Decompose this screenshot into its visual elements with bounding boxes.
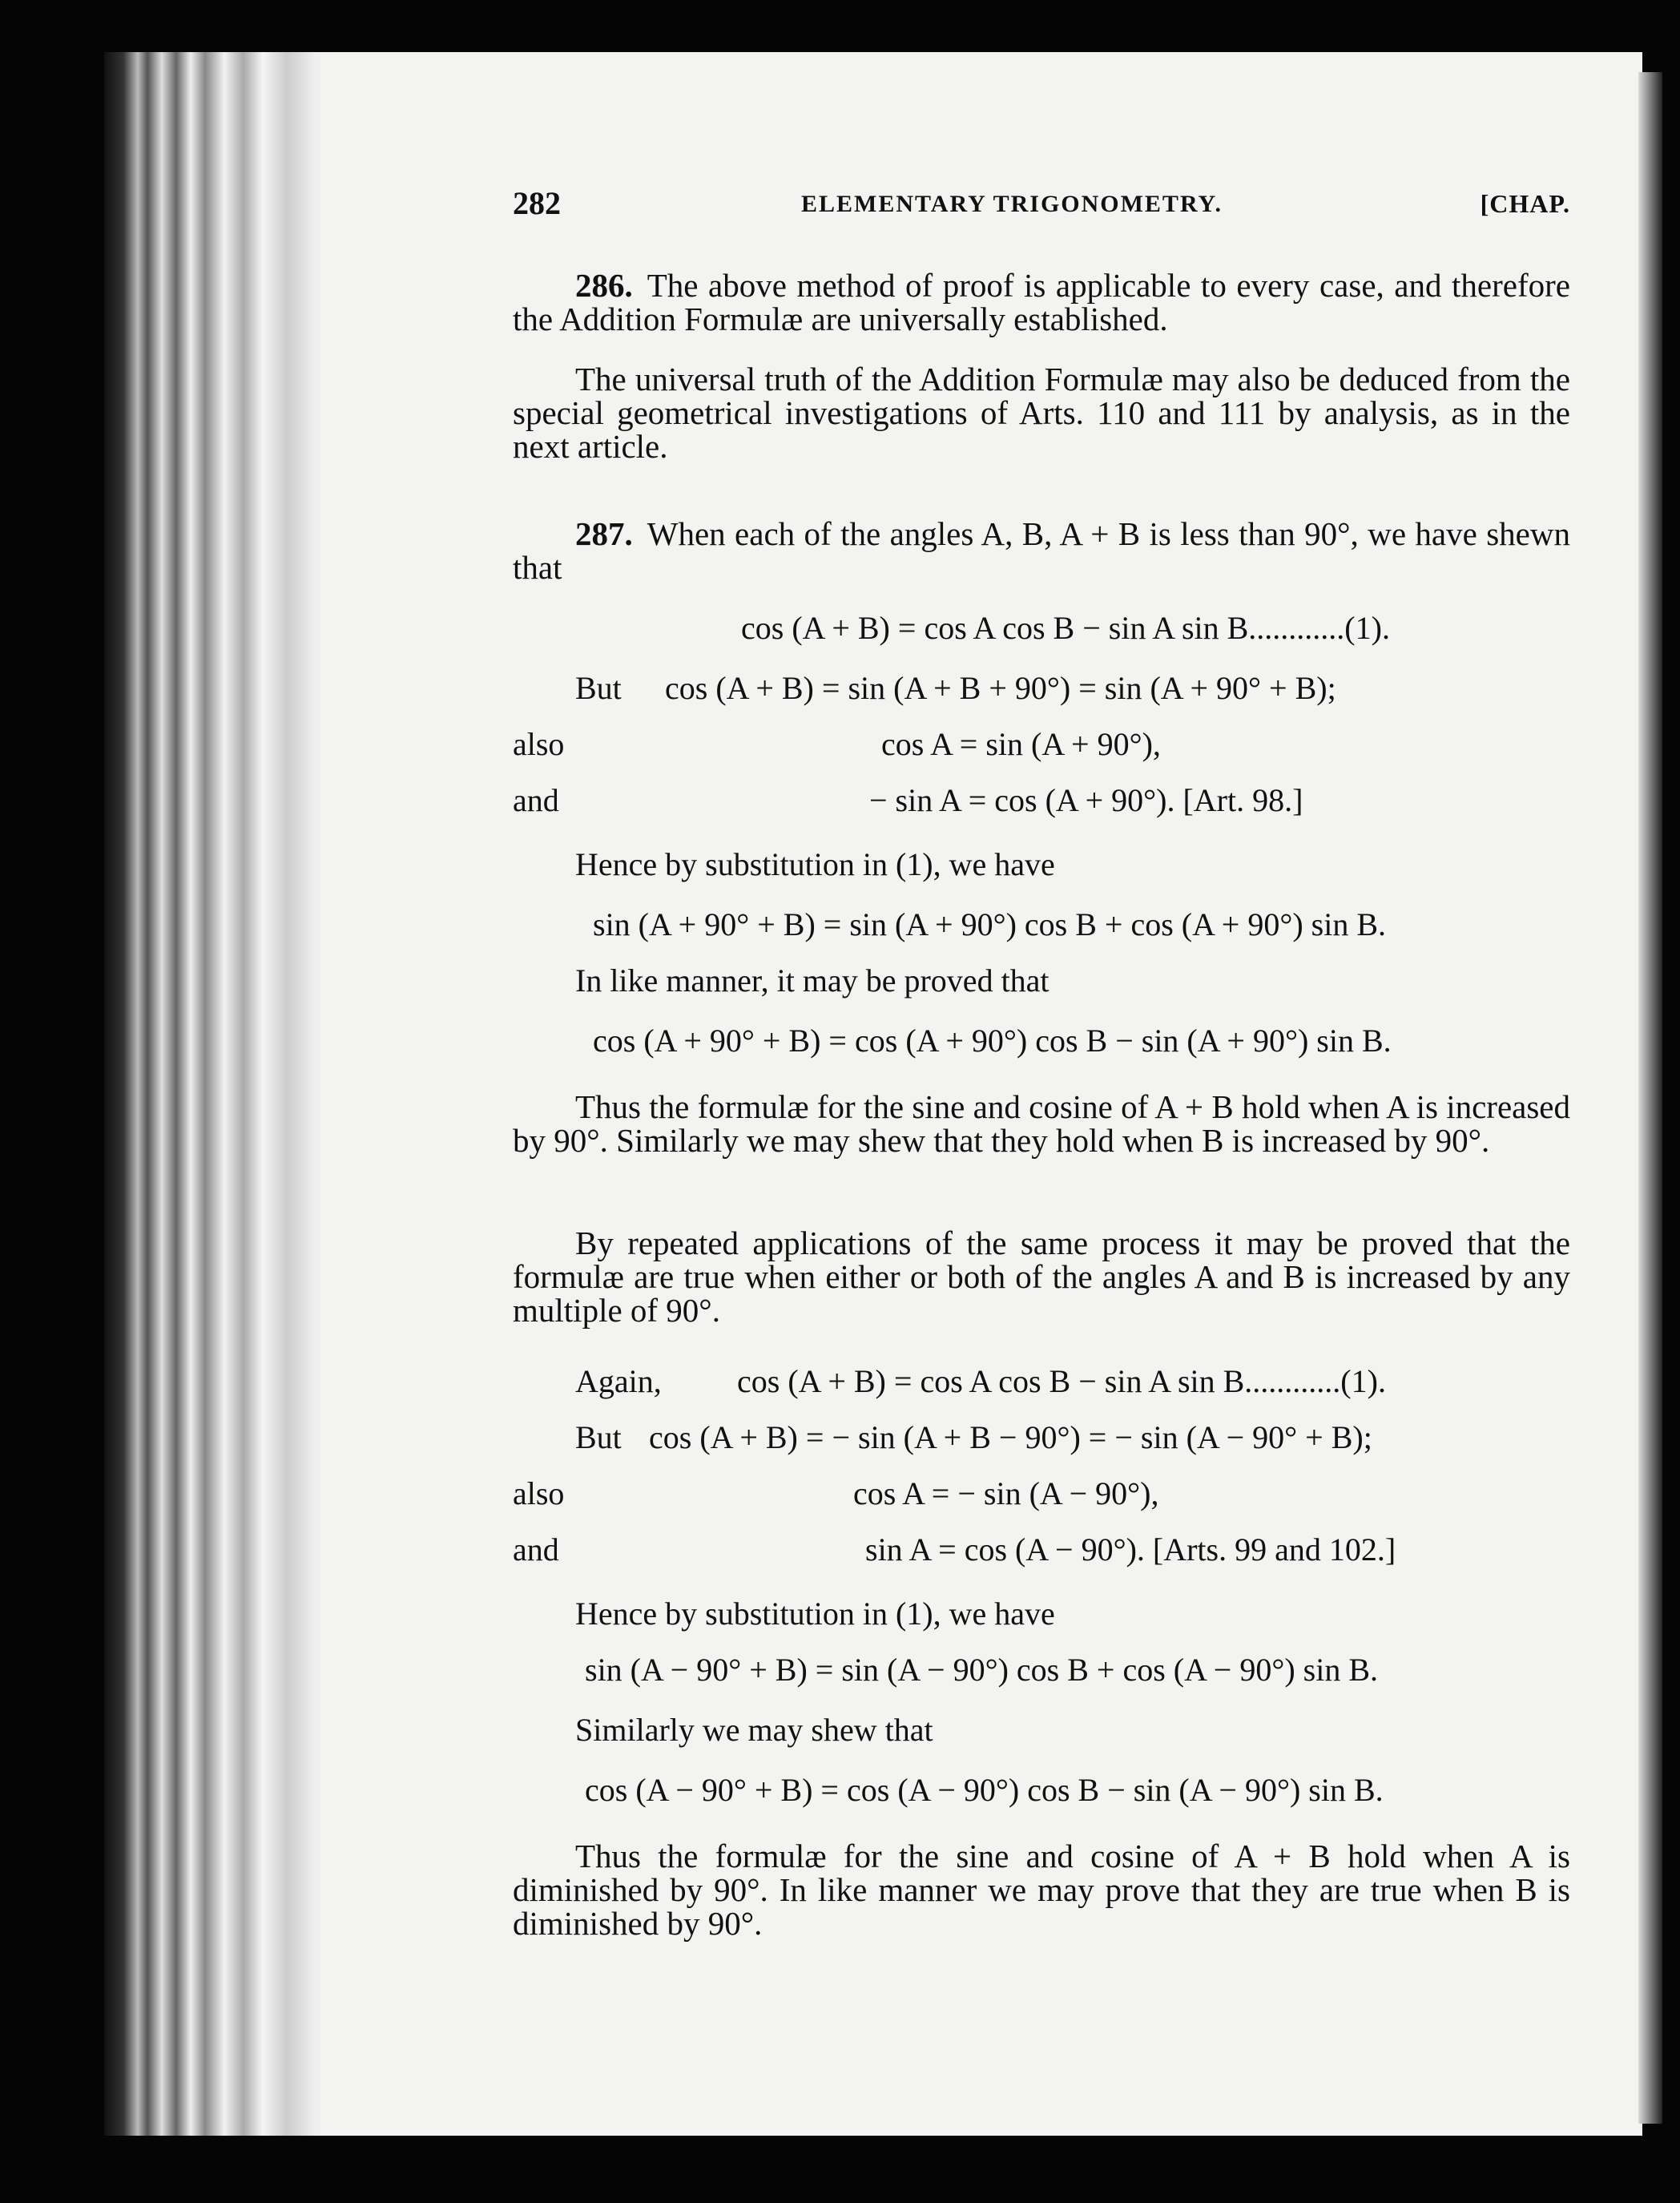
equation-6: cos (A + 90° + B) = cos (A + 90°) cos B − sin (A + 90°) sin B. (593, 1023, 1392, 1059)
paragraph-repeated: By repeated applications of the same process it may be proved that the formulæ are true when either or both of the angles A and B is increased by any multiple of 90°. (513, 1225, 1570, 1329)
running-title: ELEMENTARY TRIGONOMETRY. (801, 191, 1223, 217)
paragraph-universal-truth: The universal truth of the Addition Formulæ may also be deduced from the special geometrical investigations of Arts. 110 and 111 by analysis, as in the next article. (513, 361, 1570, 465)
article-text: The above method of proof is applicable to every case, and therefore the Addition Formulæ are universally established. (513, 267, 1570, 337)
article-text: When each of the angles A, B, A + B is less than 90°, we have shewn that (513, 515, 1570, 586)
equation-1: cos (A + B) = cos A cos B − sin A sin B............(1). (741, 610, 1390, 646)
book-page-edges (104, 52, 344, 2136)
equation-8: cos (A + B) = − sin (A + B − 90°) = − sin (A − 90° + B); (649, 1419, 1372, 1455)
article-number: 286. (575, 267, 633, 304)
page-number: 282 (513, 185, 561, 221)
equation-7: cos (A + B) = cos A cos B − sin A sin B............(1). (737, 1363, 1386, 1399)
label-also-2: also (513, 1475, 565, 1511)
text-like-manner: In like manner, it may be proved that (575, 962, 1049, 999)
equation-11: sin (A − 90° + B) = sin (A − 90°) cos B + cos (A − 90°) sin B. (585, 1652, 1379, 1688)
label-also: also (513, 726, 565, 762)
paragraph-thus-diminished: Thus the formulæ for the sine and cosine of A + B hold when A is diminished by 90°. In like manner we may prove that they are true when B is diminished by 90°. (513, 1838, 1570, 1942)
label-but: But (575, 670, 622, 706)
article-287 (513, 517, 1570, 584)
paragraph-thus-increased: Thus the formulæ for the sine and cosine of A + B hold when A is increased by 90°. Similarly we may shew that they hold when B is increased by 90°. (513, 1088, 1570, 1159)
text-hence: Hence by substitution in (1), we have (575, 846, 1055, 882)
equation-5: sin (A + 90° + B) = sin (A + 90°) cos B + cos (A + 90°) sin B. (593, 906, 1387, 942)
label-again: Again, (575, 1363, 662, 1399)
equation-2: cos (A + B) = sin (A + B + 90°) = sin (A + 90° + B); (665, 670, 1336, 706)
label-and: and (513, 782, 559, 818)
label-but-2: But (575, 1419, 622, 1455)
chapter-mark: [CHAP. (1480, 189, 1570, 218)
page-edge-shadow (1638, 72, 1662, 2124)
text-similarly: Similarly we may shew that (575, 1712, 933, 1748)
label-and-2: and (513, 1531, 559, 1568)
equation-12: cos (A − 90° + B) = cos (A − 90°) cos B − sin (A − 90°) sin B. (585, 1772, 1384, 1808)
equation-3: cos A = sin (A + 90°), (881, 726, 1161, 762)
equation-9: cos A = − sin (A − 90°), (853, 1475, 1159, 1511)
text-hence-2: Hence by substitution in (1), we have (575, 1596, 1055, 1632)
article-number: 287. (575, 515, 633, 552)
article-286 (513, 268, 1570, 336)
equation-10: sin A = cos (A − 90°). [Arts. 99 and 102.] (865, 1531, 1396, 1568)
running-head (513, 184, 1570, 224)
equation-4: − sin A = cos (A + 90°). [Art. 98.] (869, 782, 1303, 818)
